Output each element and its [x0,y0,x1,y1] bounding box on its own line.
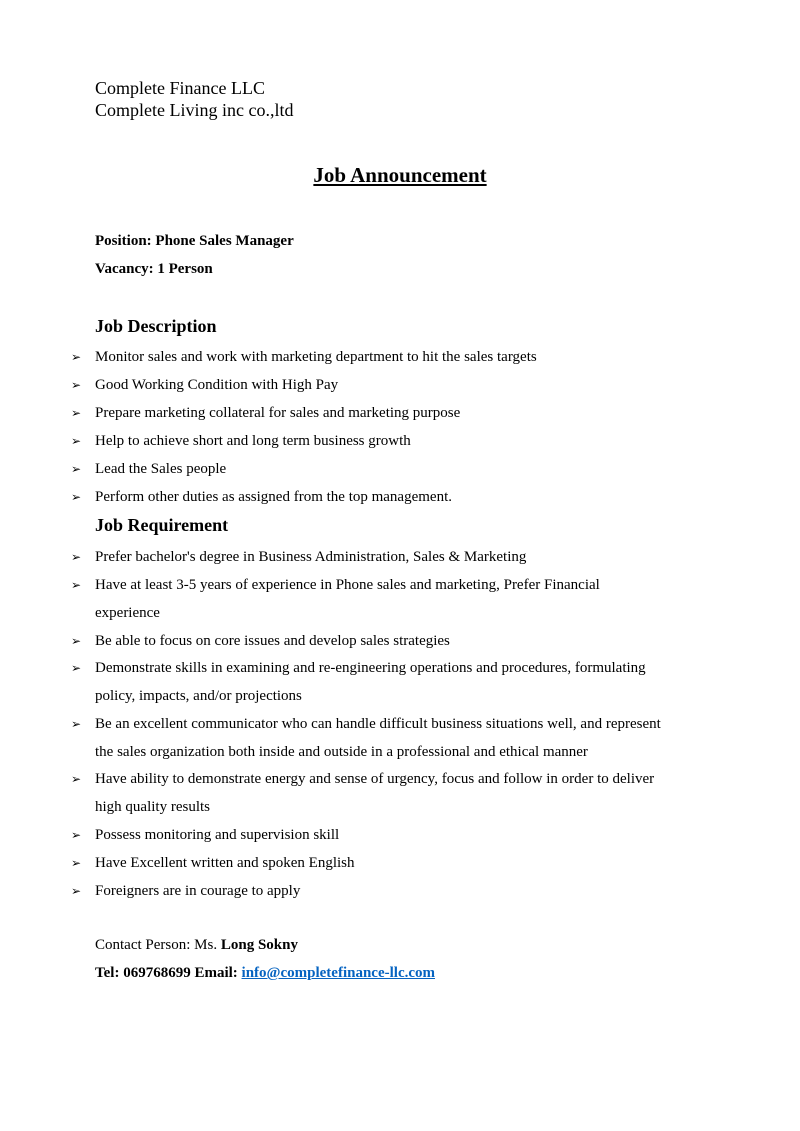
vacancy-line: Vacancy: 1 Person [95,261,213,277]
requirement-item-continuation: high quality results [95,799,210,815]
contact-person-line [95,937,298,954]
position-line: Position: Phone Sales Manager [95,233,294,249]
requirement-item: ➢ Foreigners are in courage to apply [71,883,301,899]
arrow-bullet-icon: ➢ [71,828,82,842]
arrow-bullet-icon: ➢ [71,550,82,564]
description-item: ➢ Lead the Sales people [71,461,227,477]
arrow-bullet-icon: ➢ [71,578,82,592]
arrow-bullet-icon: ➢ [71,884,82,898]
contact-person-name: Long Sokny [220,937,298,953]
job-description-heading: Job Description [95,316,217,336]
description-item: ➢ Good Working Condition with High Pay [71,377,339,393]
requirement-item: ➢ Have Excellent written and spoken English [71,855,355,871]
arrow-bullet-icon: ➢ [71,462,82,476]
arrow-bullet-icon: ➢ [71,717,82,731]
arrow-bullet-icon: ➢ [71,350,82,364]
email-link[interactable]: info@completefinance-llc.com [241,965,436,981]
requirement-item-continuation: experience [95,605,160,621]
contact-tel-line [95,965,435,982]
description-item: ➢ Perform other duties as assigned from the top management. [71,489,452,505]
requirement-item-continuation: policy, impacts, and/or projections [95,688,302,704]
requirement-item: ➢ Possess monitoring and supervision skill [71,827,340,843]
requirement-item: ➢ Have at least 3-5 years of experience in Phone sales and marketing, Prefer Financial [71,577,600,593]
requirement-item: ➢ Demonstrate skills in examining and re-engineering operations and procedures, formulating [71,660,646,676]
requirement-item: ➢ Have ability to demonstrate energy and sense of urgency, focus and follow in order to deliver [71,771,655,787]
requirement-item: ➢ Prefer bachelor's degree in Business Administration, Sales & Marketing [71,549,527,565]
description-item: ➢ Help to achieve short and long term business growth [71,433,411,449]
arrow-bullet-icon: ➢ [71,661,82,675]
description-item: ➢ Monitor sales and work with marketing department to hit the sales targets [71,349,537,365]
company-name-1: Complete Finance LLC [95,78,265,98]
arrow-bullet-icon: ➢ [71,772,82,786]
page-title: Job Announcement [313,163,487,187]
arrow-bullet-icon: ➢ [71,490,82,504]
company-name-2: Complete Living inc co.,ltd [95,100,294,120]
arrow-bullet-icon: ➢ [71,434,82,448]
job-requirement-heading: Job Requirement [95,515,229,535]
requirement-item: ➢ Be an excellent communicator who can handle difficult business situations well, and represent [71,716,661,732]
arrow-bullet-icon: ➢ [71,856,82,870]
description-item: ➢ Prepare marketing collateral for sales and marketing purpose [71,405,461,421]
requirement-item-continuation: the sales organization both inside and outside in a professional and ethical manner [95,744,588,760]
arrow-bullet-icon: ➢ [71,634,82,648]
arrow-bullet-icon: ➢ [71,406,82,420]
tel-email-label: Tel: 069768699 Email: [95,965,242,981]
arrow-bullet-icon: ➢ [71,378,82,392]
requirement-item: ➢ Be able to focus on core issues and develop sales strategies [71,633,450,649]
contact-person-label: Contact Person: Ms. [95,937,221,953]
